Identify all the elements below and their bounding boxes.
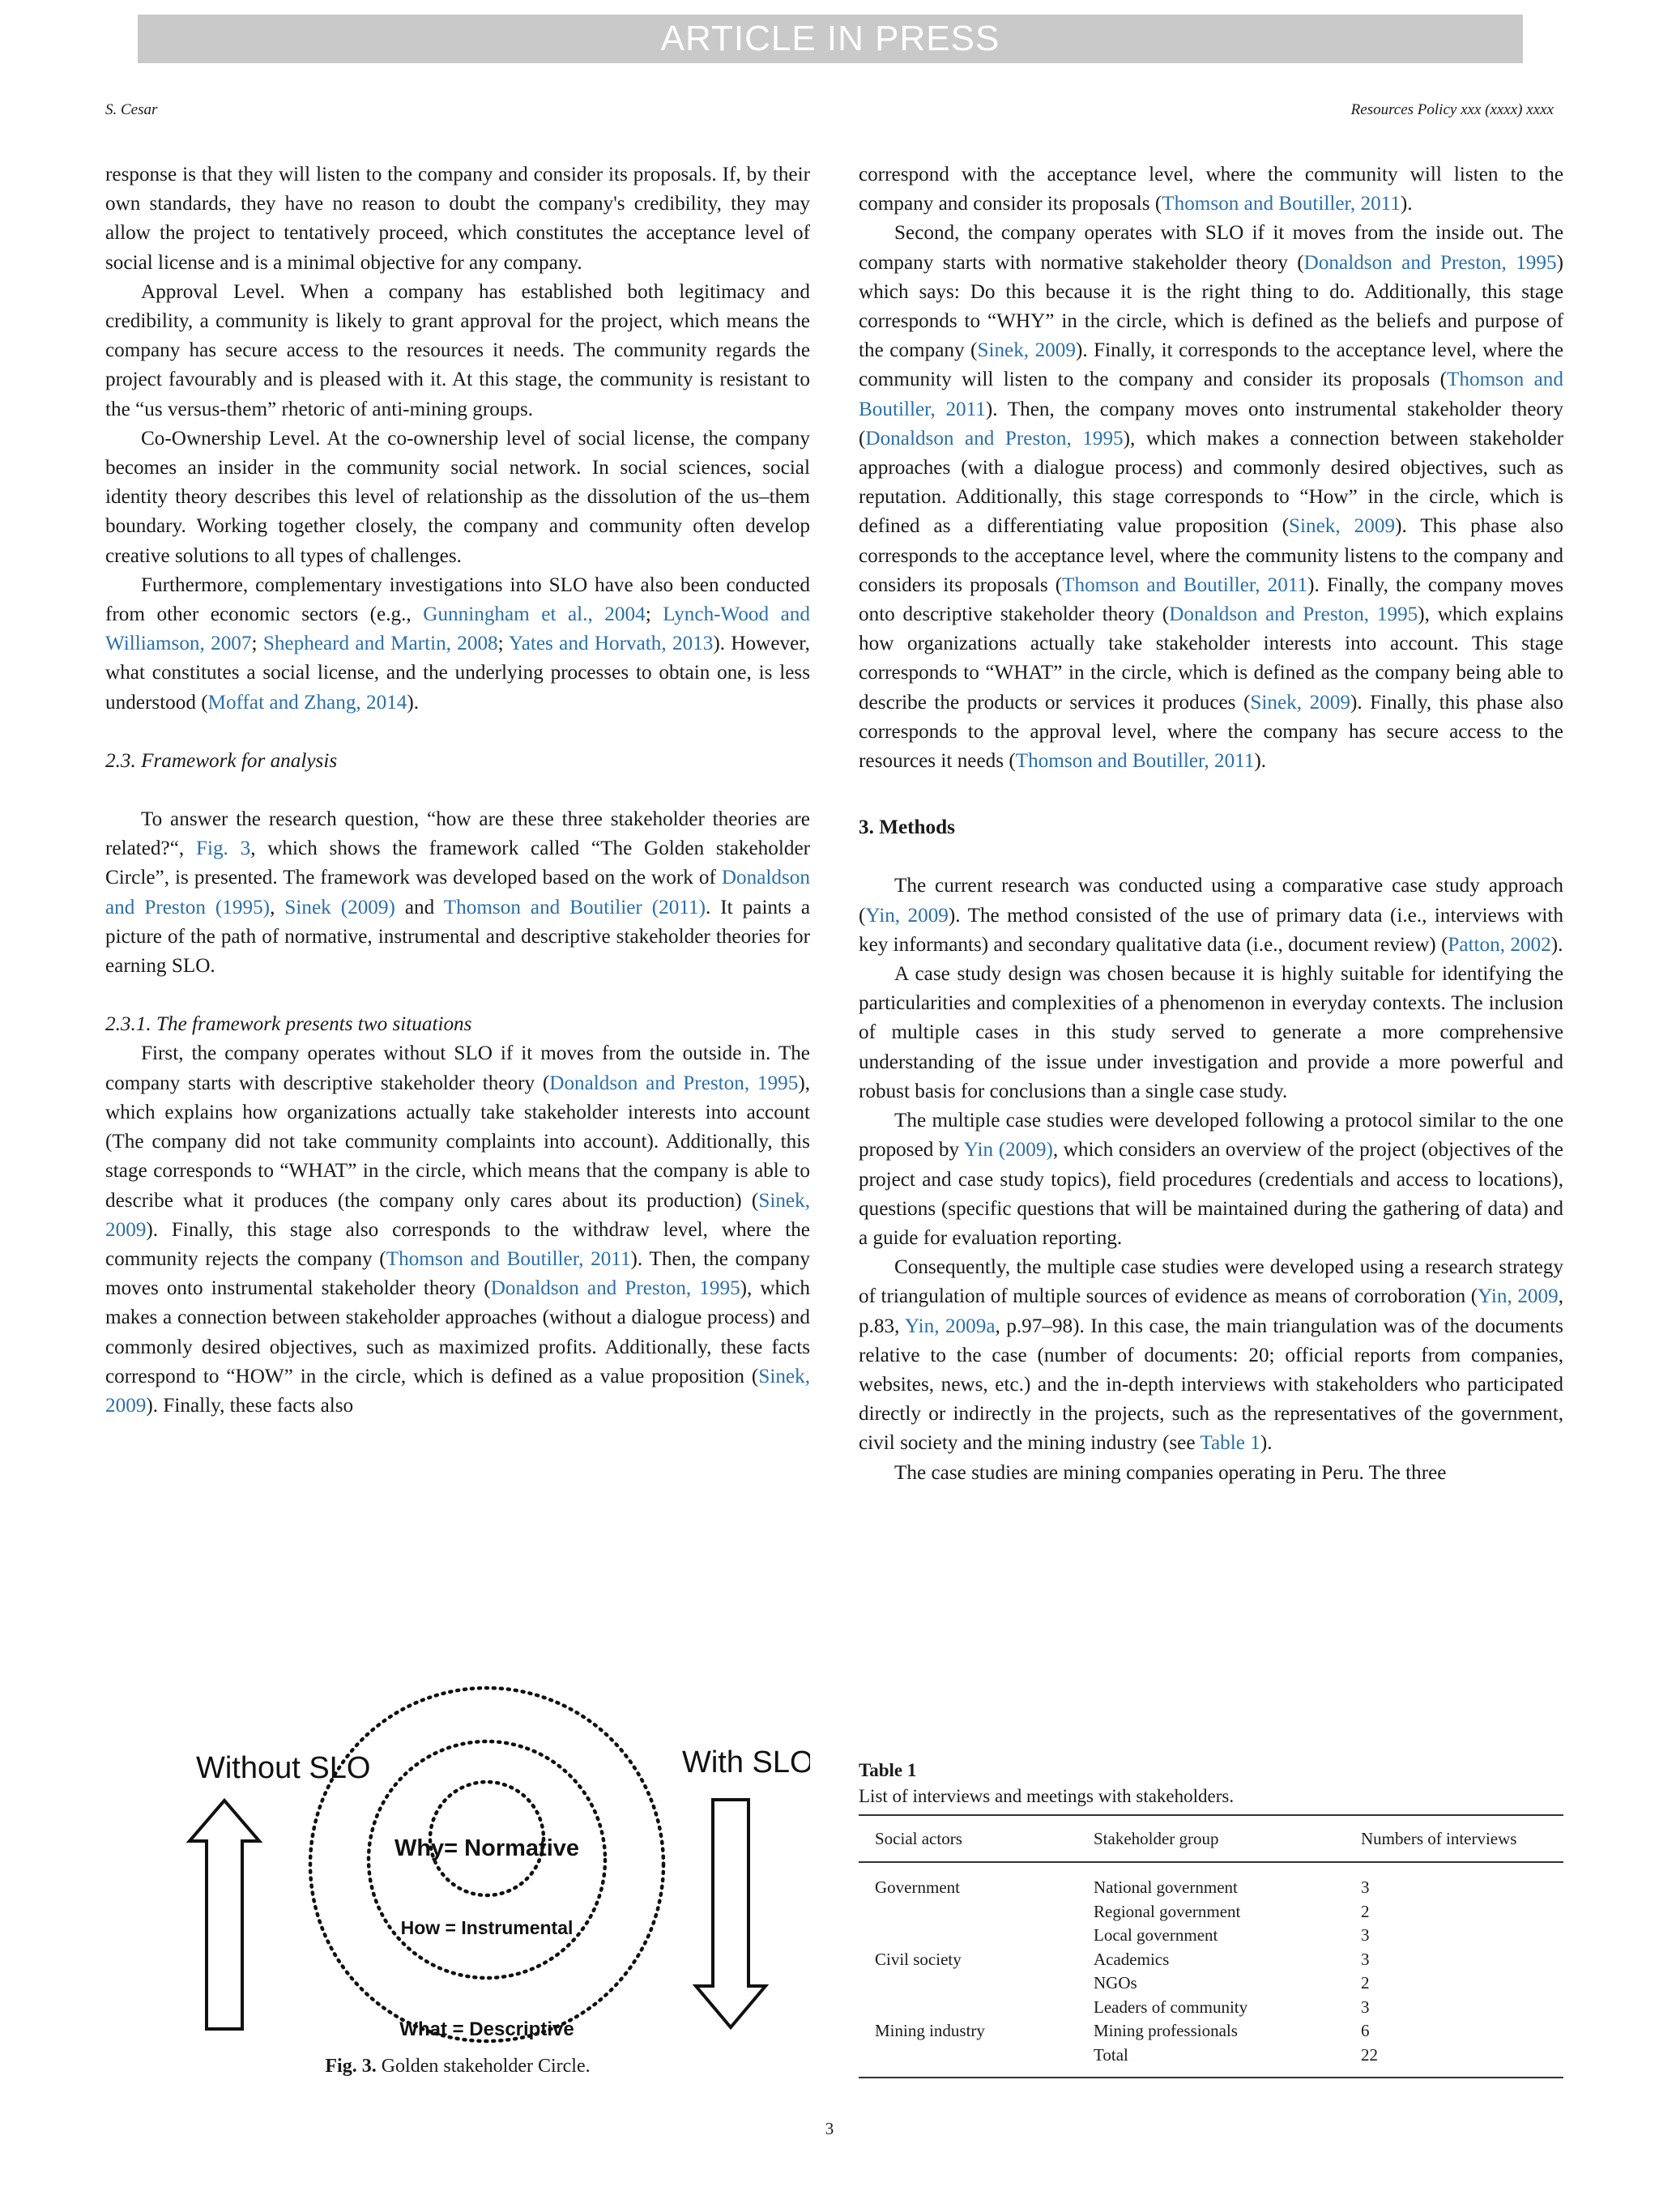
paragraph-approval-level: Approval Level. When a company has established both legitimacy and credibility, a community is likely to grant approval for the project, which means the company has secure access to the resources it needs. The community regards the project favourably and is pleased with it. At this stage, the community is resistant to the “us versus-them” rhetoric of anti-mining groups. [105,280,810,420]
table-cell: Academics [1094,1949,1170,1969]
table-cell: Total [1094,2044,1128,2065]
citation-link[interactable]: Thomson and Boutilier (2011) [443,896,706,918]
how-instrumental-label: How = Instrumental [400,1917,574,1938]
paragraph: To answer the research question, “how are these three stakeholder theories are related?“, Fig. 3, which shows the framework called “The Golden stakeholder Circle”, is presented. The framework was developed based on the work of Donaldson and Preston (1995), Sinek (2009) and Thomson and Boutilier (2011). It paints a picture of the path of normative, instrumental and descriptive stakeholder theories for earning SLO. [105,808,811,978]
table-cell [859,2044,1077,2078]
table-header-cell: Numbers of interviews [1361,1829,1517,1848]
citation-link[interactable]: Yin (2009) [963,1139,1053,1161]
citation-link[interactable]: Sinek, 2009 [105,1189,810,1241]
table-cell: National government [1094,1877,1238,1897]
citation-link[interactable]: Thomson and Boutiller, 2011 [1162,193,1401,215]
paragraph-co-ownership-level: Co-Ownership Level. At the co-ownership level of social license, the company becomes an insider in the community social network. In social sciences, social identity theory describes this level of relationship as the dissolution of the us–them boundary. Working together closely, the company and community often develop creative solutions to all types of challenges. [105,427,810,567]
citation-link[interactable]: Donaldson and Preston (1995) [105,867,810,918]
what-descriptive-label: What = Descriptive [399,2018,574,2040]
table-cell: Regional government [1094,1901,1241,1921]
table-cell: Civil society [875,1949,962,1969]
citation-link[interactable]: Yin, 2009 [865,904,949,927]
table-cell: 6 [1361,2021,1370,2040]
table-cell [859,1900,1077,1924]
figure-svg [105,1669,810,2049]
paragraph: correspond with the acceptance level, where the community will listen to the company and consider its proposals (Thomson and Boutiller, 2011). [859,164,1563,215]
table-row [859,2044,1563,2078]
why-normative-label: Why= Normative [394,1835,580,1861]
citation-link[interactable]: Sinek, 2009 [1289,515,1396,538]
table-cell: 22 [1361,2044,1378,2065]
table-row [859,1971,1563,1996]
citation-link[interactable]: Yin, 2009 [1478,1285,1559,1308]
table-link[interactable]: Table 1 [1200,1432,1260,1455]
table-cell: Government [875,1877,960,1897]
table-row [859,1996,1563,2020]
table-cell [859,1996,1077,2020]
paragraph: The current research was conducted using a comparative case study approach (Yin, 2009). The method consisted of the use of primary data (i.e., interviews with key informants) and secondary qualitative data (i.e., document review) (Patton, 2002). [859,875,1563,956]
figure-caption-text: Golden stakeholder Circle. [381,2056,591,2077]
table-cell: Leaders of community [1094,1997,1248,2017]
paragraph: A case study design was chosen because it is highly suitable for identifying the particularities and complexities of a phenomenon in everyday contexts. The inclusion of multiple cases in this study served to generate a more comprehensive understanding of the issue under investigation and provide a more powerful and robust basis for conclusions than a single case study. [859,963,1563,1102]
citation-link[interactable]: Donaldson and Preston, 1995 [1303,251,1557,274]
paragraph: response is that they will listen to the company and consider its proposals. If, by their own standards, they have no reason to doubt the company's credibility, they may allow the project to tentatively proceed, which constitutes the acceptance level of social license and is a minimal objective for any company. [105,164,810,274]
interviews-table [859,1814,1563,2078]
citation-link[interactable]: Donaldson and Preston, 1995 [865,427,1124,450]
paragraph: The case studies are mining companies operating in Peru. The three [894,1461,1447,1484]
table-cell: Mining professionals [1094,2021,1238,2040]
paragraph: Second, the company operates with SLO if it moves from the inside out. The company starts with normative stakeholder theory (Donaldson and Preston, 1995) which says: Do this because it is the right thing to do. Additionally, this stage corresponds to “WHY” in the circle, which is defined as the beliefs and purpose of the company (Sinek, 2009). Finally, it corresponds to the acceptance level, where the community will listen to the company and consider its proposals (Thomson and Boutiller, 2011). Then, the company moves onto instrumental stakeholder theory (Donaldson and Preston, 1995), which makes a connection between stakeholder approaches (with a dialogue process) and commonly desired objectives, such as reputation. Additionally, this stage corresponds to “How” in the circle, which is defined as a differentiating value proposition (Sinek, 2009). This phase also corresponds to the acceptance level, where the community listens to the company and considers its proposals (Thomson and Boutiller, 2011). Finally, the company moves onto descriptive stakeholder theory (Donaldson and Preston, 1995), which explains how organizations actually take stakeholder interests into account. This stage corresponds to “WHAT” in the circle, which is defined as the company being able to describe the products or services it produces (Sinek, 2009). Finally, this phase also corresponds to the approval level, where the company has secure access to the resources it needs (Thomson and Boutiller, 2011). [859,222,1564,773]
table-header-cell: Social actors [875,1829,962,1848]
citation-link[interactable]: Sinek, 2009 [1250,691,1350,714]
table-cell: 3 [1361,1997,1370,2017]
citation-link[interactable]: Moffat and Zhang, 2014 [207,691,407,714]
table-cell [859,1971,1077,1996]
figure-link[interactable]: Fig. 3 [195,837,251,860]
citation-link[interactable]: Gunningham et al., 2004 [423,603,646,626]
figure-caption [105,2054,810,2078]
citation-link[interactable]: Patton, 2002 [1448,933,1551,956]
table-cell: 2 [1361,1973,1370,1993]
citation-link[interactable]: Thomson and Boutiller, 2011 [1015,750,1255,773]
page-number: 3 [825,2119,834,2138]
citation-link[interactable]: Sinek, 2009 [105,1365,810,1417]
citation-link[interactable]: Donaldson and Preston, 1995 [490,1277,740,1300]
figure-caption-label: Fig. 3. [325,2056,377,2077]
up-arrow-icon [190,1801,259,2029]
table-cell: 2 [1361,1901,1370,1921]
citation-link[interactable]: Lynch-Wood and Williamson, 2007 [105,603,810,655]
article-in-press-banner: ARTICLE IN PRESS [138,15,1523,63]
citation-link[interactable]: Donaldson and Preston, 1995 [549,1072,799,1094]
section-heading-methods: 3. Methods [859,816,955,839]
table-row [859,1924,1563,1948]
table-row [859,1862,1563,1900]
table-cell: NGOs [1094,1973,1137,1993]
paragraph: Furthermore, complementary investigations into SLO have also been conducted from other economic sectors (e.g., Gunningham et al., 2004; Lynch-Wood and Williamson, 2007; Shepheard and Martin, 2008; Yates and Horvath, 2013). However, what constitutes a social license, and the underlying processes to obtain one, is less understood (Moffat and Zhang, 2014). [105,573,810,714]
citation-link[interactable]: Thomson and Boutiller, 2011 [386,1247,631,1270]
without-slo-label: Without SLO [196,1751,371,1785]
running-header-journal: Resources Policy xxx (xxxx) xxxx [1350,101,1554,118]
citation-link[interactable]: Thomson and Boutiller, 2011 [1062,573,1308,596]
table-header-row [859,1815,1563,1862]
citation-link[interactable]: Yates and Horvath, 2013 [509,633,714,655]
citation-link[interactable]: Yin, 2009a [904,1315,996,1337]
paragraph: The multiple case studies were developed following a protocol similar to the one proposed by Yin (2009), which considers an overview of the project (objectives of the project and case study topics), field procedures (credentials and access to locations), questions (specific questions that will be maintained during the gathering of data) and a guide for evaluation reporting. [859,1110,1563,1249]
table-1-block [859,1758,1563,2078]
running-header-author: S. Cesar [105,101,158,118]
table-row [859,1900,1563,1924]
citation-link[interactable]: Thomson and Boutiller, 2011 [859,369,1563,420]
with-slo-label: With SLO [682,1745,810,1779]
paragraph: Consequently, the multiple case studies were developed using a research strategy of triangulation of multiple sources of evidence as means of corroboration (Yin, 2009, p.83, Yin, 2009a, p.97–98). In this case, the main triangulation was of the documents relative to the case (number of documents: 20; official reports from companies, websites, news, etc.) and the in-depth interviews with stakeholders who participated directly or indirectly in the projects, such as the representatives of the government, civil society and the mining industry (see Table 1). [859,1256,1563,1455]
down-arrow-icon [696,1800,766,2027]
section-heading-2-3: 2.3. Framework for analysis [105,749,338,772]
table-cell: 3 [1361,1925,1370,1945]
left-column [105,160,810,1421]
table-cell: 3 [1361,1949,1370,1969]
section-heading-2-3-1: 2.3.1. The framework presents two situations [105,1013,472,1036]
table-caption: List of interviews and meetings with stakeholders. [859,1786,1235,1806]
citation-link[interactable]: Sinek (2009) [284,896,395,918]
citation-link[interactable]: Shepheard and Martin, 2008 [262,633,498,655]
table-row [859,2019,1563,2044]
citation-link[interactable]: Sinek, 2009 [977,339,1076,362]
table-cell: Mining industry [875,2021,985,2040]
table-cell: 3 [1361,1877,1370,1897]
table-header-cell: Stakeholder group [1094,1829,1219,1848]
table-row [859,1948,1563,1972]
table-cell [859,1924,1077,1948]
paragraph: First, the company operates without SLO if it moves from the outside in. The company starts with descriptive stakeholder theory (Donaldson and Preston, 1995), which explains how organizations actually take stakeholder interests into account (The company did not take community complaints into account). Additionally, this stage corresponds to “WHAT” in the circle, which means that the company is able to describe what it produces (the company only cares about its production) (Sinek, 2009). Finally, this stage also corresponds to the withdraw level, where the community rejects the company (Thomson and Boutiller, 2011). Then, the company moves onto instrumental stakeholder theory (Donaldson and Preston, 1995), which makes a connection between stakeholder approaches (without a dialogue process) and commonly desired objectives, such as maximized profits. Additionally, these facts correspond to “HOW” in the circle, which is defined as a value proposition (Sinek, 2009). Finally, these facts also [105,1042,810,1417]
citation-link[interactable]: Donaldson and Preston, 1995 [1169,603,1418,626]
right-column [859,160,1563,1488]
golden-stakeholder-circle-figure [105,1669,810,2098]
table-cell: Local government [1094,1925,1218,1945]
table-label: Table 1 [859,1760,917,1780]
